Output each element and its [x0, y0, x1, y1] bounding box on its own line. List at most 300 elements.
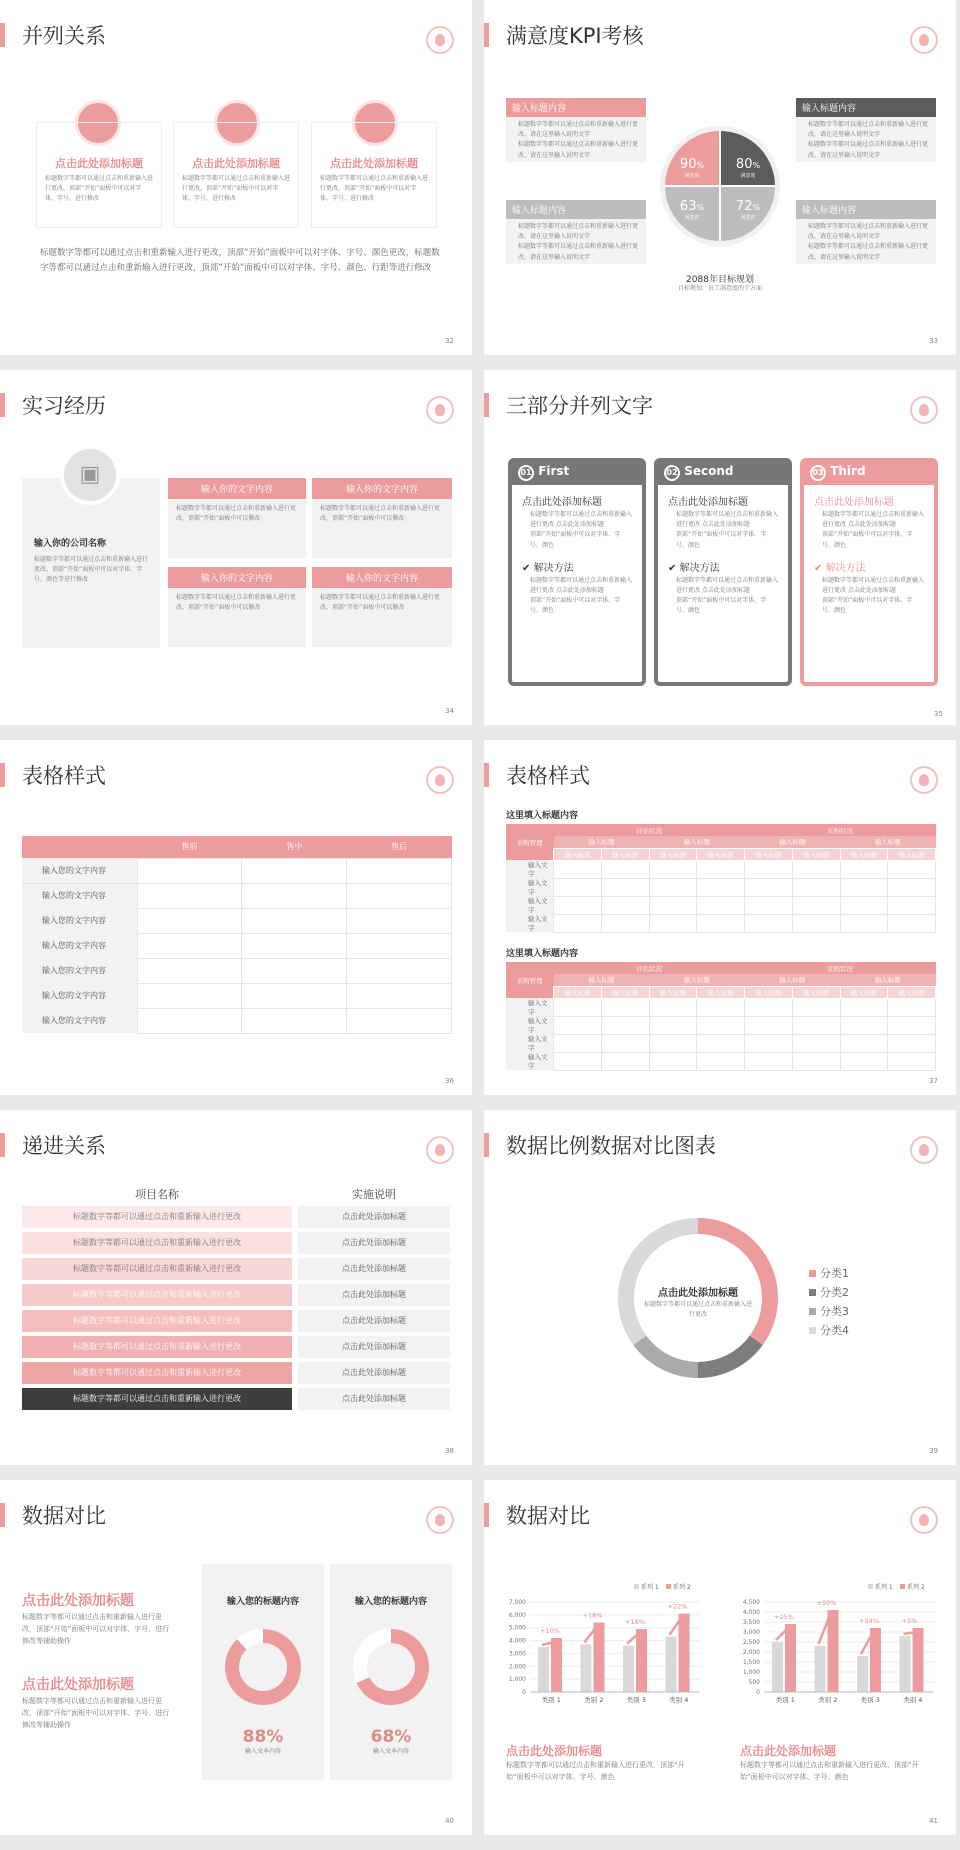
progress-row: 标题数字等都可以通过点击和重新输入进行更改: [22, 1362, 292, 1384]
sub-header: 输入标题: [649, 986, 697, 998]
step-text: 标题数字等都可以通过点击和重新输入进行更改 点击此处添加标题: [530, 511, 633, 529]
legend-label: 系列 1: [875, 1584, 893, 1591]
section-heading: 点击此处添加标题: [22, 1593, 134, 1609]
note-cell: 点击此处添加标题: [298, 1232, 450, 1254]
legend-swatch: [809, 1308, 816, 1315]
bar-series2: [828, 1610, 839, 1692]
step-text: 顶部“开始”面板中可以对字体、字号、颜色: [676, 597, 767, 615]
page-number: 41: [929, 1817, 938, 1825]
donut-segment: [640, 1340, 698, 1370]
x-tick-label: 类别 1: [541, 1696, 561, 1704]
legend-swatch: [868, 1584, 873, 1589]
card-heading: 输入你的文字内容: [312, 567, 452, 588]
row-label: 输入文字: [506, 1034, 554, 1052]
legend-label: 系列 1: [641, 1584, 659, 1591]
row-label: 输入您的文字内容: [22, 958, 137, 983]
sub-header: 输入标题: [554, 986, 602, 998]
table-cell: [601, 1052, 649, 1070]
corner-header: 采购管理: [506, 824, 554, 860]
page-number: 37: [929, 1077, 938, 1085]
legend-swatch: [809, 1327, 816, 1334]
kpi-quadrant: 80% 满意度: [721, 131, 775, 185]
goal-subtitle: 目标规划：员工满意度的个方面: [677, 285, 762, 292]
step-text: 标题数字等都可以通过点击和重新输入进行更改 点击此处添加标题: [676, 511, 779, 529]
bar-series2: [551, 1638, 562, 1692]
table-cell: [601, 878, 649, 896]
y-tick-label: 7,000: [508, 1599, 526, 1606]
x-tick-label: 类别 1: [775, 1696, 795, 1704]
logo-icon: [910, 396, 938, 424]
row-label: 输入文字: [506, 914, 554, 932]
step-text: 顶部“开始”面板中可以对字体、字号、颜色: [676, 531, 767, 549]
y-tick-label: 3,000: [508, 1650, 526, 1658]
row-label: 输入文字: [506, 896, 554, 914]
page-number: 35: [934, 710, 943, 718]
table-cell: [697, 998, 745, 1016]
legend: [809, 1264, 849, 1340]
step-text: 标题数字等都可以通过点击和重新输入进行更改 点击此处添加标题: [822, 576, 925, 594]
section-text: 标题数字等都可以通过点击和重新输入进行更改，顶部“开始”面板中可以对字体、字号、进行修改等辅助操作: [22, 1613, 170, 1645]
y-tick-label: 1,500: [742, 1659, 760, 1666]
card-text: 标题数字等都可以通过点击和重新输入进行更改，顶部“开始”面板中可以对字体、字号、进行修改: [182, 175, 291, 203]
solution-label: 解决方法: [533, 562, 574, 574]
slide-32: [0, 0, 472, 355]
y-tick-label: 0: [756, 1689, 760, 1696]
bar-series2: [594, 1623, 605, 1692]
column-header: 售中: [286, 842, 303, 852]
table-cell: [554, 914, 602, 932]
legend-label: 系列 2: [907, 1584, 925, 1591]
card-heading: 输入你的文字内容: [168, 567, 306, 588]
table-cell: [649, 878, 697, 896]
slide-39: [484, 1110, 956, 1465]
x-tick-label: 类别 3: [860, 1696, 880, 1704]
table-cell: [697, 1016, 745, 1034]
section-heading: 点击此处添加标题: [22, 1677, 134, 1693]
card-text: 标题数字等都可以通过点击和重新输入进行更改，顶部“开始”面板中可以修改: [320, 505, 441, 523]
chart-center-title: 点击此处添加标题: [658, 1288, 738, 1299]
bar-series1: [900, 1636, 911, 1692]
metric-panel: [330, 1564, 452, 1780]
table-cell: [745, 860, 793, 878]
logo-icon: [426, 396, 454, 424]
table-cell: [649, 1052, 697, 1070]
table-cell: [554, 1052, 602, 1070]
box-text: 标题数字等都可以通过点击和重新输入进行更改，请在这里输入说明文字: [808, 243, 929, 261]
progress-row: 标题数字等都可以通过点击和重新输入进行更改: [22, 1206, 292, 1228]
card-heading: 输入你的文字内容: [312, 478, 452, 499]
step-card: [654, 458, 792, 686]
x-tick-label: 类别 4: [903, 1696, 923, 1704]
note-cell: 点击此处添加标题: [298, 1388, 450, 1410]
y-tick-label: 2,000: [508, 1663, 526, 1671]
panel-percent: 68%: [370, 1727, 412, 1747]
table-cell: [649, 860, 697, 878]
table-cell: [601, 914, 649, 932]
progress-row: 标题数字等都可以通过点击和重新输入进行更改: [22, 1284, 292, 1306]
card: [311, 122, 437, 228]
data-table: [506, 824, 936, 933]
ring-fill: [232, 1636, 294, 1698]
group-header: 采购状况: [827, 964, 854, 973]
table-cell: [888, 914, 936, 932]
table-cell: [888, 860, 936, 878]
bar-series1: [857, 1656, 868, 1692]
corner-header: 采购管理: [506, 962, 554, 998]
growth-label: +50%: [816, 1599, 837, 1607]
chart-center-text: 标题数字等都可以通过点击和重新输入进行更改: [644, 1301, 753, 1319]
slide-41: [484, 1480, 956, 1835]
logo-icon: [910, 766, 938, 794]
card: [173, 122, 299, 228]
check-icon: ✔: [814, 562, 823, 574]
page-number: 39: [929, 1447, 938, 1455]
table-cell: [554, 998, 602, 1016]
info-card: [312, 478, 452, 558]
step-name: First: [538, 464, 570, 478]
data-table: [22, 836, 452, 1034]
table-cell: [554, 878, 602, 896]
sub-header: 输入标题: [779, 838, 806, 847]
legend-label: 系列 2: [673, 1584, 691, 1591]
table-cell: [840, 878, 888, 896]
slide-38: [0, 1110, 472, 1465]
box-text: 标题数字等都可以通过点击和重新输入进行更改，请在这里输入说明文字: [518, 243, 639, 261]
table-cell: [888, 896, 936, 914]
company-name: 输入你的公司名称: [34, 539, 107, 549]
x-tick-label: 类别 4: [669, 1696, 689, 1704]
card-text: 标题数字等都可以通过点击和重新输入进行更改，顶部“开始”面板中可以对字体、字号、进行修改: [320, 175, 429, 203]
page-number: 33: [929, 337, 938, 345]
info-box: [796, 200, 936, 264]
solution-label: 解决方法: [679, 562, 720, 574]
company-text: 标题数字等都可以通过点击和重新输入进行更改，顶部“开始”面板中可以对字体、字号、颜色等进行修改: [34, 556, 149, 584]
table-cell: [792, 1052, 840, 1070]
table-cell: [888, 1016, 936, 1034]
info-box: [506, 98, 646, 162]
x-tick-label: 类别 2: [584, 1696, 604, 1704]
table-cell: [554, 1016, 602, 1034]
table-cell: [697, 914, 745, 932]
y-tick-label: 1,000: [508, 1676, 526, 1684]
note-cell: 点击此处添加标题: [298, 1362, 450, 1384]
growth-label: +16%: [625, 1618, 645, 1626]
check-icon: ✔: [668, 562, 677, 574]
y-tick-label: 2,000: [742, 1649, 760, 1656]
table-cell: [697, 1034, 745, 1052]
box-text: 标题数字等都可以通过点击和重新输入进行更改，请在这里输入说明文字: [808, 223, 929, 241]
logo-icon: [910, 26, 938, 54]
sub-header: 输入标题: [792, 848, 840, 860]
sub-header: 输入标题: [745, 848, 793, 860]
step-text: 标题数字等都可以通过点击和重新输入进行更改 点击此处添加标题: [530, 576, 633, 594]
table-cell: [745, 1016, 793, 1034]
page-number: 32: [445, 337, 454, 345]
step-number: 03: [810, 465, 826, 481]
table-cell: [792, 878, 840, 896]
card-heading: 点击此处添加标题: [55, 157, 143, 170]
x-tick-label: 类别 3: [626, 1696, 646, 1704]
legend-label: 分类4: [820, 1324, 849, 1337]
step-name: Third: [830, 464, 866, 478]
step-heading: 点击此处添加标题: [668, 497, 748, 508]
slide-title: 满意度KPI考核: [506, 20, 644, 50]
slide-title: 实习经历: [22, 390, 106, 420]
bar-series2: [679, 1614, 690, 1692]
ring-chart: [351, 1627, 431, 1707]
legend-item: [809, 1302, 849, 1321]
panel-heading: 输入您的标题内容: [226, 1597, 299, 1607]
table-cell: [697, 878, 745, 896]
card-text: 标题数字等都可以通过点击和重新输入进行更改，顶部“开始”面板中可以修改: [176, 505, 297, 523]
y-tick-label: 6,000: [508, 1611, 526, 1619]
table-cell: [888, 1052, 936, 1070]
logo-icon: [426, 1506, 454, 1534]
table-cell: [745, 998, 793, 1016]
page-number: 38: [445, 1447, 454, 1455]
page-number: 34: [445, 707, 454, 715]
table-cell: [745, 1052, 793, 1070]
slide-33: [484, 0, 956, 355]
progress-row: 标题数字等都可以通过点击和重新输入进行更改: [22, 1388, 292, 1410]
donut-segment: [698, 1340, 756, 1370]
row-label: 输入文字: [506, 998, 554, 1016]
y-tick-label: 4,000: [508, 1637, 526, 1645]
note-cell: 点击此处添加标题: [298, 1206, 450, 1228]
table-cell: [745, 1034, 793, 1052]
legend-swatch: [809, 1270, 816, 1277]
table-cell: [888, 998, 936, 1016]
slide-title: 表格样式: [506, 760, 590, 790]
table-cell: [840, 1016, 888, 1034]
legend-swatch: [634, 1584, 639, 1589]
card-text: 标题数字等都可以通过点击和重新输入进行更改，顶部“开始”面板中可以修改: [320, 594, 441, 612]
legend-label: 分类2: [820, 1286, 849, 1299]
slide-36: [0, 740, 472, 1095]
row-label: 输入您的文字内容: [22, 933, 137, 958]
table-cell: [649, 914, 697, 932]
sub-header: 输入标题: [745, 986, 793, 998]
slide-title: 数据比例数据对比图表: [506, 1130, 716, 1160]
note-cell: 点击此处添加标题: [298, 1336, 450, 1358]
logo-icon: [910, 1506, 938, 1534]
logo-icon: [426, 26, 454, 54]
sub-header: 输入标题: [649, 848, 697, 860]
column-header: 实施说明: [352, 1188, 396, 1201]
section-heading: 点击此处添加标题: [740, 1744, 837, 1758]
row-label: 输入您的文字内容: [22, 1008, 137, 1033]
box-text: 标题数字等都可以通过点击和重新输入进行更改，请在这里输入说明文字: [518, 121, 639, 139]
table-cell: [649, 1034, 697, 1052]
growth-label: +25%: [774, 1613, 794, 1621]
table-cell: [554, 860, 602, 878]
table-cell: [649, 896, 697, 914]
table-cell: [888, 1034, 936, 1052]
growth-label: +5%: [901, 1617, 918, 1625]
table-cell: [745, 878, 793, 896]
section-text: 标题数字等都可以通过点击和重新输入进行更改，顶部“开始”面板中可以对字体、字号、颜色: [740, 1761, 919, 1781]
progress-row: 标题数字等都可以通过点击和重新输入进行更改: [22, 1232, 292, 1254]
step-text: 顶部“开始”面板中可以对字体、字号、颜色: [822, 531, 913, 549]
group-header: 采购状况: [827, 826, 854, 835]
row-label: 输入文字: [506, 1052, 554, 1070]
group-header: 评估状况: [636, 826, 663, 835]
progress-row: 标题数字等都可以通过点击和重新输入进行更改: [22, 1310, 292, 1332]
x-tick-label: 类别 2: [818, 1696, 838, 1704]
legend-label: 分类3: [820, 1305, 849, 1318]
sub-header: 输入标题: [888, 848, 936, 860]
table-subtitle: 这里填入标题内容: [506, 949, 579, 959]
box-text: 标题数字等都可以通过点击和重新输入进行更改，请在这里输入说明文字: [808, 141, 929, 159]
table-cell: [554, 896, 602, 914]
sub-header: 输入标题: [840, 986, 888, 998]
check-icon: ✔: [522, 562, 531, 574]
table-cell: [697, 860, 745, 878]
step-number: 01: [518, 465, 534, 481]
y-tick-label: 500: [748, 1679, 760, 1686]
growth-label: +10%: [540, 1627, 560, 1635]
page-number: 36: [445, 1077, 454, 1085]
panel-caption: 输入文本内容: [372, 1748, 409, 1755]
info-card: [168, 478, 306, 558]
step-card: [508, 458, 646, 686]
row-label: 输入文字: [506, 860, 554, 878]
bar-series2: [870, 1628, 881, 1692]
bar-series2: [913, 1628, 924, 1692]
kpi-quadrant: 63% 满意度: [665, 187, 719, 241]
bar-chart: [728, 1580, 943, 1710]
panel-caption: 输入文本内容: [244, 1748, 281, 1755]
info-card: [312, 567, 452, 647]
sub-header: 输入标题: [840, 848, 888, 860]
slide-title: 数据对比: [22, 1500, 106, 1530]
box-text: 标题数字等都可以通过点击和重新输入进行更改，请在这里输入说明文字: [518, 223, 639, 241]
table-subtitle: 这里填入标题内容: [506, 811, 579, 821]
table-cell: [840, 860, 888, 878]
step-heading: 点击此处添加标题: [814, 497, 894, 508]
step-card: [800, 458, 938, 686]
table-block: [506, 824, 936, 933]
bar-series2: [785, 1624, 796, 1692]
table-cell: [601, 860, 649, 878]
table-cell: [840, 998, 888, 1016]
y-tick-label: 2,500: [742, 1639, 760, 1646]
slide-title: 数据对比: [506, 1500, 590, 1530]
y-tick-label: 1,000: [742, 1669, 760, 1676]
slide-title: 并列关系: [22, 20, 106, 50]
legend-swatch: [666, 1584, 671, 1589]
row-label: 输入您的文字内容: [22, 908, 137, 933]
panel-heading: 输入您的标题内容: [354, 1597, 427, 1607]
legend-item: [809, 1321, 849, 1340]
step-text: 顶部“开始”面板中可以对字体、字号、颜色: [530, 531, 621, 549]
note-cell: 点击此处添加标题: [298, 1310, 450, 1332]
slide-37: [484, 740, 956, 1095]
y-tick-label: 4,000: [742, 1609, 760, 1616]
step-text: 标题数字等都可以通过点击和重新输入进行更改 点击此处添加标题: [676, 576, 779, 594]
step-text: 顶部“开始”面板中可以对字体、字号、颜色: [822, 597, 913, 615]
sub-header: 输入标题: [697, 986, 745, 998]
table-cell: [697, 1052, 745, 1070]
sub-header: 输入标题: [588, 838, 615, 847]
bar-series1: [772, 1642, 783, 1692]
card-heading: 点击此处添加标题: [192, 157, 280, 170]
table-cell: [840, 896, 888, 914]
table-block: [506, 962, 936, 1071]
growth-label: +18%: [582, 1611, 603, 1620]
row-label: 输入文字: [506, 1016, 554, 1034]
card: [36, 122, 162, 228]
slide-40: [0, 1480, 472, 1835]
sub-header: 输入标题: [874, 838, 901, 847]
table-cell: [601, 998, 649, 1016]
table-cell: [601, 1034, 649, 1052]
sub-header: 输入标题: [792, 986, 840, 998]
y-tick-label: 0: [522, 1689, 526, 1696]
sub-header: 输入标题: [601, 848, 649, 860]
sub-header: 输入标题: [888, 986, 936, 998]
group-header: 评估状况: [636, 964, 663, 973]
table-cell: [888, 878, 936, 896]
table-cell: [792, 896, 840, 914]
slide-title: 递进关系: [22, 1130, 106, 1160]
ring-chart: [223, 1627, 303, 1707]
row-label: 输入您的文字内容: [22, 983, 137, 1008]
solution-label: 解决方法: [825, 562, 866, 574]
y-tick-label: 4,500: [742, 1599, 760, 1606]
table-cell: [840, 914, 888, 932]
sub-header: 输入标题: [601, 986, 649, 998]
sub-header: 输入标题: [874, 976, 901, 985]
table-cell: [840, 1034, 888, 1052]
bar-series1: [581, 1644, 592, 1692]
sub-header: 输入标题: [588, 976, 615, 985]
panel-percent: 88%: [242, 1727, 284, 1747]
logo-icon: [426, 1136, 454, 1164]
y-tick-label: 3,000: [742, 1629, 760, 1636]
table-cell: [601, 896, 649, 914]
bar-series1: [666, 1637, 677, 1692]
section-text: 标题数字等都可以通过点击和重新输入进行更改，顶部“开始”面板中可以对字体、字号、进行修改等辅助操作: [22, 1697, 170, 1729]
bar-series1: [815, 1646, 826, 1692]
table-cell: [792, 1016, 840, 1034]
sub-header: 输入标题: [779, 976, 806, 985]
kpi-quadrant: 72% 满意度: [721, 187, 775, 241]
step-text: 顶部“开始”面板中可以对字体、字号、颜色: [530, 597, 621, 615]
data-table: [506, 962, 936, 1071]
row-label: 输入文字: [506, 878, 554, 896]
row-label: 输入您的文字内容: [22, 858, 137, 883]
kpi-quadrant: 90% 满意度: [665, 131, 719, 185]
table-cell: [554, 1034, 602, 1052]
metric-panel: [202, 1564, 324, 1780]
sub-header: 输入标题: [697, 848, 745, 860]
sub-header: 输入标题: [683, 976, 710, 985]
table-cell: [601, 1016, 649, 1034]
bar-series1: [538, 1647, 549, 1692]
growth-label: +34%: [859, 1617, 879, 1625]
goal-title: 2088年目标规划: [686, 275, 754, 285]
column-header: 售前: [181, 842, 198, 852]
card-text: 标题数字等都可以通过点击和重新输入进行更改，顶部“开始”面板中可以修改: [176, 594, 297, 612]
step-number: 02: [664, 465, 680, 481]
note-cell: 点击此处添加标题: [298, 1284, 450, 1306]
card-heading: 点击此处添加标题: [330, 157, 418, 170]
table-cell: [649, 998, 697, 1016]
logo-icon: [426, 766, 454, 794]
step-text: 标题数字等都可以通过点击和重新输入进行更改 点击此处添加标题: [822, 511, 925, 529]
note-cell: 点击此处添加标题: [298, 1258, 450, 1280]
